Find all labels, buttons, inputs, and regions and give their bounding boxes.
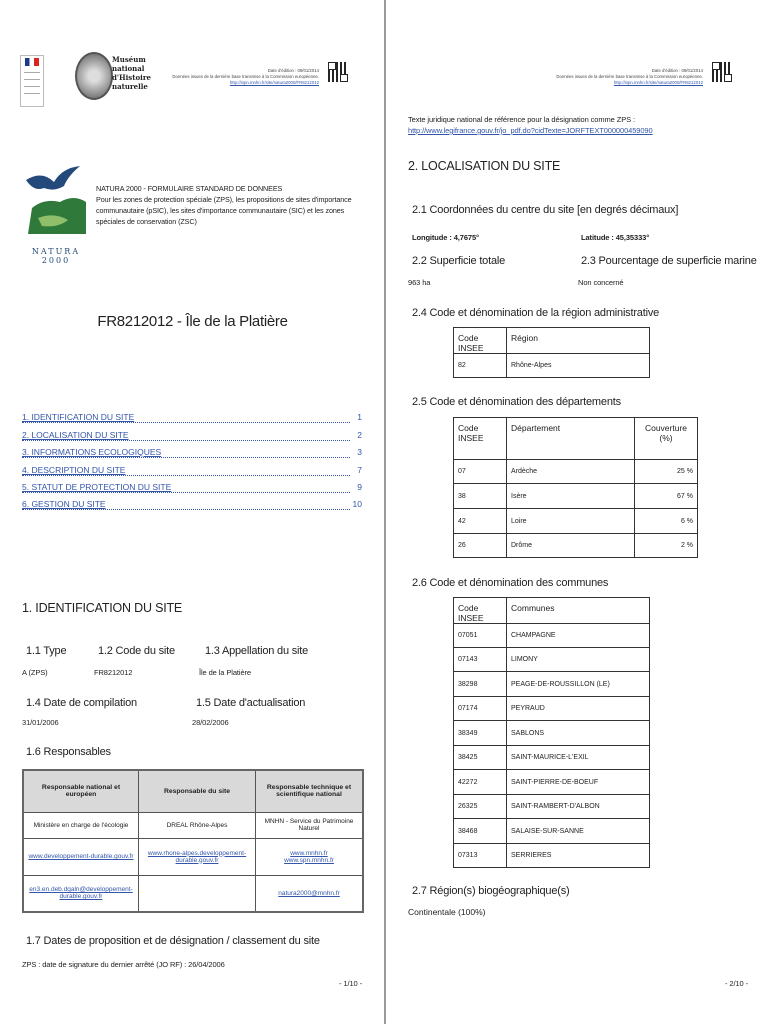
region-table [453, 327, 650, 378]
appellation-value: Île de la Platière [199, 668, 251, 677]
toc-item[interactable]: 4. DESCRIPTION DU SITE 7 [22, 465, 362, 475]
table-cell: Ardèche [507, 460, 635, 484]
table-cell: CHAMPAGNE [507, 624, 650, 648]
legal-link[interactable]: http://www.legifrance.gouv.fr/jo_pdf.do?cidTexte=JORFTEXT000000459090 [408, 126, 653, 135]
bio-value: Continentale (100%) [408, 907, 486, 917]
link-cell[interactable]: www.rhone-alpes.developpement-durable.gouv.fr [139, 838, 256, 875]
qr-code [328, 62, 348, 82]
page-2 [385, 0, 770, 1024]
communes-label: 2.6 Code et dénomination des communes [412, 577, 609, 589]
legal-text: Texte juridique national de référence pour la désignation comme ZPS : http://www.legifrance.gouv.fr/jo_pdf.do?cidTexte=JORFTEXT000000459090 [408, 115, 653, 135]
table-cell: Isère [507, 484, 635, 509]
natura-2000-logo [24, 162, 88, 265]
section-1-title: 1. IDENTIFICATION DU SITE [22, 601, 183, 615]
responsables-table [22, 769, 364, 913]
header-url[interactable]: http://inpn.mnhn.fr/site/natura2000/FR8212012 [613, 80, 703, 85]
table-cell: Loire [507, 509, 635, 534]
natura-logo-text: NATURA 2000 [31, 247, 81, 265]
link-cell[interactable]: www.developpement-durable.gouv.fr [23, 838, 139, 875]
table-header: Communes [507, 598, 650, 624]
table-header: Couverture (%) [635, 418, 698, 460]
table-cell: LIMONY [507, 648, 650, 672]
dates-label: 1.7 Dates de proposition et de désignation / classement du site [26, 935, 320, 947]
table-cell: 38349 [454, 721, 507, 746]
header-url[interactable]: http://inpn.mnhn.fr/site/natura2000/FR8212012 [229, 80, 319, 85]
table-cell: 42272 [454, 770, 507, 795]
table-cell: 42 [454, 509, 507, 534]
table-cell: SAINT-RAMBERT-D'ALBON [507, 795, 650, 819]
header-info: Date d'édition : 09/01/2014 Données issues de la dernière base transmise à la Commission européenne. http://inpn.mnhn.fr/site/natura2000/FR8212012 [503, 68, 703, 86]
table-header: Responsable du site [139, 770, 256, 812]
table-cell: SABLONS [507, 721, 650, 746]
superficie-label: 2.2 Superficie totale [412, 255, 506, 267]
table-cell: PEYRAUD [507, 697, 650, 721]
dept-table [453, 417, 698, 558]
toc-item[interactable]: 5. STATUT DE PROTECTION DU SITE 9 [22, 482, 362, 492]
republique-francaise-logo [20, 55, 44, 107]
link-cell[interactable]: www.mnhn.fr www.spn.mnhn.fr [256, 838, 364, 875]
table-cell: Ministère en charge de l'écologie [23, 812, 139, 838]
table-cell: 25 % [635, 460, 698, 484]
table-cell: 67 % [635, 484, 698, 509]
table-cell: MNHN - Service du Patrimoine Naturel [256, 812, 364, 838]
page-number: - 2/10 - [725, 979, 748, 988]
table-cell: 2 % [635, 534, 698, 558]
table-header: Code INSEE [454, 328, 507, 354]
table-cell: PEAGE-DE-ROUSSILLON (LE) [507, 672, 650, 697]
code-value: FR8212012 [94, 668, 133, 677]
table-cell: 6 % [635, 509, 698, 534]
toc-item[interactable]: 6. GESTION DU SITE 10 [22, 499, 362, 509]
compilation-value: 31/01/2006 [22, 718, 59, 727]
section-2-title: 2. LOCALISATION DU SITE [408, 159, 561, 173]
table-cell: DREAL Rhône-Alpes [139, 812, 256, 838]
toc-item[interactable]: 3. INFORMATIONS ECOLOGIQUES 3 [22, 447, 362, 457]
page-number: - 1/10 - [339, 979, 362, 988]
table-cell: 38468 [454, 819, 507, 844]
form-title: NATURA 2000 - FORMULAIRE STANDARD DE DONNEES [96, 184, 283, 193]
table-cell: 82 [454, 354, 507, 378]
link-cell[interactable]: en3.en.deb.dgaln@developpement-durable.gouv.fr [23, 875, 139, 912]
table-cell: Drôme [507, 534, 635, 558]
table-cell: SALAISE-SUR-SANNE [507, 819, 650, 844]
table-cell: SAINT-PIERRE-DE-BOEUF [507, 770, 650, 795]
table-cell: SAINT-MAURICE-L'EXIL [507, 746, 650, 770]
zps-date: ZPS : date de signature du dernier arrêté (JO RF) : 26/04/2006 [22, 960, 225, 969]
table-cell: 26 [454, 534, 507, 558]
table-header: Responsable national et européen [23, 770, 139, 812]
table-cell: 38 [454, 484, 507, 509]
table-cell: SERRIERES [507, 844, 650, 868]
table-header: Région [507, 328, 650, 354]
longitude: Longitude : 4,7675° [412, 233, 479, 242]
region-label: 2.4 Code et dénomination de la région administrative [412, 307, 660, 319]
table-cell: 07 [454, 460, 507, 484]
table-cell: 07143 [454, 648, 507, 672]
bio-label: 2.7 Région(s) biogéographique(s) [412, 885, 570, 897]
table-header: Département [507, 418, 635, 460]
dept-label: 2.5 Code et dénomination des départements [412, 396, 621, 408]
table-header: Code INSEE [454, 418, 507, 460]
table-cell [139, 875, 256, 912]
latitude: Latitude : 45,35333° [581, 233, 650, 242]
communes-table [453, 597, 650, 868]
compilation-label: 1.4 Date de compilation [26, 697, 137, 709]
mnhn-logo [75, 52, 113, 100]
form-description: Pour les zones de protection spéciale (ZPS), les propositions de sites d'importance communautaire (pSIC), les sites d'importance communautaire (SIC) et les zones spéciales de conservation (ZSC) [96, 195, 352, 226]
code-label: 1.2 Code du site [98, 645, 175, 657]
toc-item[interactable]: 1. IDENTIFICATION DU SITE 1 [22, 412, 362, 422]
table-header: Code INSEE [454, 598, 507, 624]
table-cell: 38425 [454, 746, 507, 770]
responsables-label: 1.6 Responsables [26, 746, 111, 758]
table-cell: 07174 [454, 697, 507, 721]
table-cell: 07051 [454, 624, 507, 648]
toc-item[interactable]: 2. LOCALISATION DU SITE 2 [22, 430, 362, 440]
table-cell: 07313 [454, 844, 507, 868]
mnhn-logo-text: Muséum national d'Histoire naturelle [112, 55, 151, 91]
table-header: Responsable technique et scientifique national [256, 770, 364, 812]
site-title: FR8212012 - Île de la Platière [97, 313, 288, 330]
actualisation-value: 28/02/2006 [192, 718, 229, 727]
actualisation-label: 1.5 Date d'actualisation [196, 697, 306, 709]
marine-value: Non concerné [578, 278, 624, 287]
table-cell: 38298 [454, 672, 507, 697]
type-value: A (ZPS) [22, 668, 48, 677]
table-cell: Rhône-Alpes [507, 354, 650, 378]
type-label: 1.1 Type [26, 645, 67, 657]
header-info: Date d'édition : 09/01/2014 Données issues de la dernière base transmise à la Commission européenne. http://inpn.mnhn.fr/site/natura2000/FR8212012 [119, 68, 319, 86]
marine-label: 2.3 Pourcentage de superficie marine [581, 255, 757, 267]
qr-code [712, 62, 732, 82]
superficie-value: 963 ha [408, 278, 431, 287]
link-cell[interactable]: natura2000@mnhn.fr [256, 875, 364, 912]
coord-label: 2.1 Coordonnées du centre du site [en degrés décimaux] [412, 204, 679, 216]
appellation-label: 1.3 Appellation du site [205, 645, 309, 657]
table-cell: 26325 [454, 795, 507, 819]
